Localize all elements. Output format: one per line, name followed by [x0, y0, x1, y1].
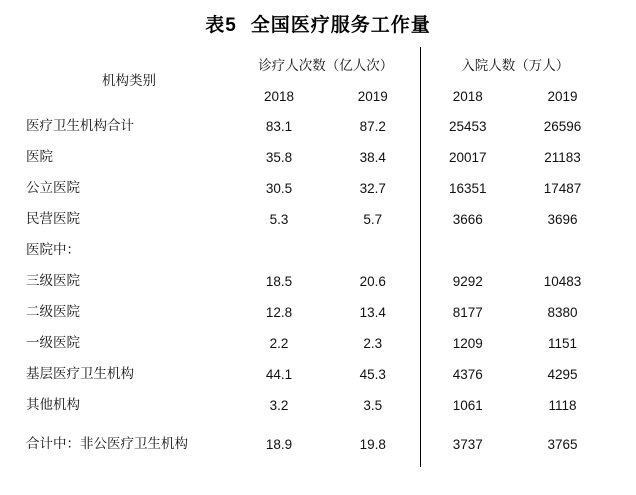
row-value: 1061: [452, 398, 483, 413]
row-value: 45.3: [326, 359, 420, 390]
row-value: 87.2: [326, 111, 420, 142]
row-value: 2.2: [269, 336, 289, 351]
table-row: [26, 328, 610, 359]
table-row: [26, 142, 610, 173]
row-value: 21183: [544, 150, 581, 165]
row-label: 医院: [26, 149, 53, 165]
row-value: 1118: [548, 398, 577, 413]
header-year-admissions-2018: 2018: [452, 88, 483, 104]
header-category: 机构类别: [102, 73, 156, 88]
row-value: [420, 235, 515, 266]
row-label: 民营医院: [26, 211, 80, 227]
row-value: 32.7: [326, 173, 420, 204]
row-label: 基层医疗卫生机构: [26, 366, 134, 382]
row-value: 35.8: [265, 150, 293, 165]
table-row: [26, 359, 610, 390]
row-label: 一级医院: [26, 335, 80, 351]
row-value: 20.6: [326, 266, 420, 297]
row-label: 合计中：非公医疗卫生机构: [26, 435, 188, 451]
row-value: 8177: [452, 305, 483, 320]
row-value: 10483: [543, 274, 582, 289]
row-value: 3737: [452, 436, 483, 452]
row-value: 8380: [547, 305, 578, 320]
table-header-groups: [26, 47, 610, 81]
row-label: 医院中：: [26, 242, 80, 258]
table-row: [26, 266, 610, 297]
row-value: 3765: [547, 436, 578, 452]
row-value: 19.8: [326, 421, 420, 467]
header-year-admissions-2019: 2019: [547, 88, 578, 104]
row-value: 13.4: [326, 297, 420, 328]
row-value: [326, 235, 420, 266]
row-value: 5.3: [269, 212, 289, 227]
row-value: 83.1: [265, 119, 293, 134]
table-row: [26, 111, 610, 142]
header-group-admissions: 入院人数（万人）: [461, 58, 570, 73]
statistics-table: [26, 47, 610, 467]
row-value: 30.5: [265, 181, 293, 196]
row-value: 3.5: [326, 390, 420, 421]
row-value: 12.8: [265, 305, 293, 320]
row-value: 1209: [452, 336, 483, 351]
table-body: [26, 111, 610, 467]
row-label: 公立医院: [26, 180, 80, 196]
page-title: [0, 0, 636, 47]
row-value: 20017: [448, 150, 487, 165]
row-value: 5.7: [326, 204, 420, 235]
row-value: 3.2: [269, 398, 289, 413]
row-value: 3666: [452, 212, 483, 227]
table-row: [26, 204, 610, 235]
row-label: 医疗卫生机构合计: [26, 118, 134, 134]
row-value: 44.1: [265, 367, 293, 382]
header-year-visits-2019: 2019: [326, 81, 420, 111]
row-label: 二级医院: [26, 304, 80, 320]
table-row: [26, 235, 610, 266]
header-year-visits-2018: 2018: [263, 88, 295, 104]
row-value: 18.9: [265, 436, 293, 452]
row-value: [232, 235, 326, 266]
row-label: 其他机构: [26, 397, 80, 413]
row-value: 25453: [448, 119, 487, 134]
row-value: 16351: [448, 181, 487, 196]
row-value: 18.5: [265, 274, 293, 289]
row-value: 3696: [547, 212, 578, 227]
row-value: 17487: [543, 181, 582, 196]
row-value: 4295: [547, 367, 578, 382]
table-row: [26, 390, 610, 421]
row-value: 2.3: [326, 328, 420, 359]
table-row: [26, 297, 610, 328]
row-value: 4376: [452, 367, 483, 382]
row-label: 三级医院: [26, 273, 80, 289]
row-value: 38.4: [326, 142, 420, 173]
header-group-visits: 诊疗人次数（亿人次）: [232, 47, 420, 81]
row-value: [515, 235, 610, 266]
row-value: 9292: [452, 274, 483, 289]
table-title-text: 全国医疗服务工作量: [250, 15, 431, 36]
row-value: 1151: [547, 336, 578, 351]
table-row: [26, 421, 610, 467]
table-row: [26, 173, 610, 204]
row-value: 26596: [543, 119, 582, 134]
table-number: 表5: [205, 15, 237, 36]
